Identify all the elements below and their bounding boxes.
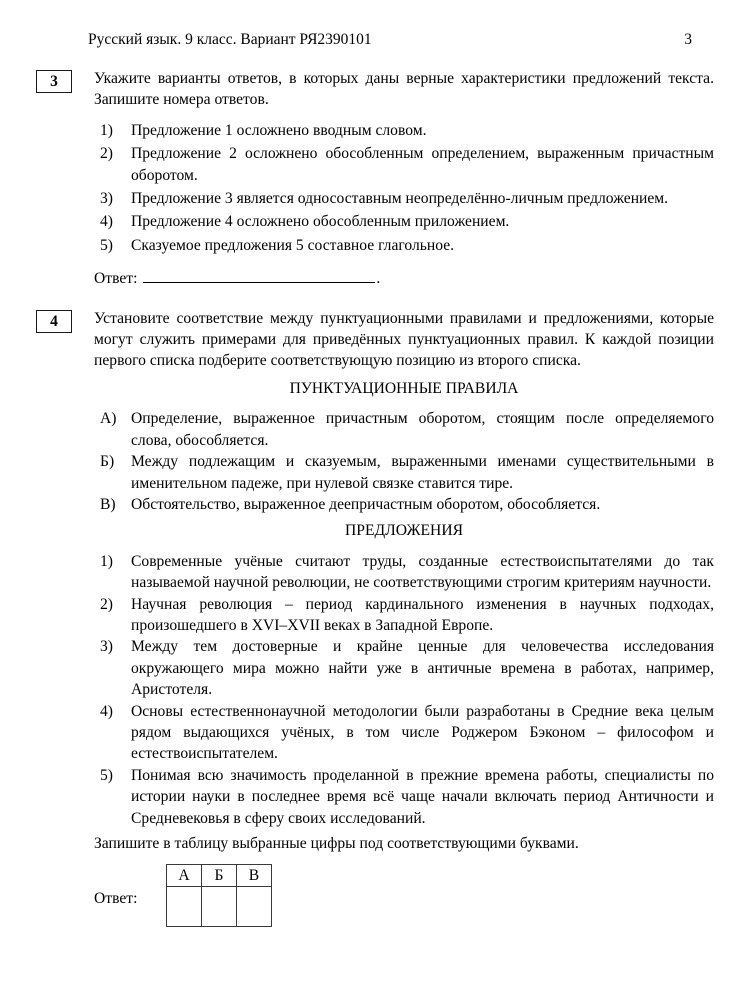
- list-item[interactable]: [100, 408, 714, 451]
- list-marker: 5): [100, 766, 113, 784]
- list-item[interactable]: [100, 235, 714, 256]
- list-text: Основы естественнонаучной методологии были разработаны в Средние века целым рядом выдающихся учёных, в том числе Роджером Бэконом – философом и естествоиспытателем.: [131, 702, 714, 763]
- list-marker: Б): [100, 453, 115, 471]
- answer-label: Ответ:: [94, 270, 138, 288]
- list-marker: А): [100, 410, 117, 428]
- list-item[interactable]: [100, 211, 714, 232]
- list-text: Между подлежащим и сказуемым, выраженными именами существительными в именительном падеже, при нулевой связке ставится тире.: [131, 453, 714, 492]
- list-text: Предложение 3 является односоставным неопределённо-личным предложением.: [131, 190, 669, 208]
- task-3: [36, 68, 714, 290]
- list-marker: В): [100, 495, 116, 513]
- table-header-row: [167, 865, 272, 887]
- task-3-answer-line: [94, 268, 714, 289]
- list-item[interactable]: [100, 188, 714, 209]
- list-text: Предложение 4 осложнено обособленным приложением.: [131, 213, 510, 231]
- list-marker: 3): [100, 190, 113, 208]
- task-4-body: [94, 308, 714, 928]
- task-4: [36, 308, 714, 928]
- table-header-cell: Б: [202, 865, 237, 887]
- page-header: [88, 30, 692, 49]
- task-3-options: [100, 120, 714, 256]
- task-4-prompt: Установите соответствие между пунктуационными правилами и предложениями, которые могут служить примерами для приведённых пунктуационных правил. К каждой позиции первого списка подберите соответствующую позицию из второго списка.: [94, 309, 714, 370]
- task-4-sentences: [100, 551, 714, 829]
- task-3-body: [94, 68, 714, 290]
- table-header-cell: В: [237, 865, 272, 887]
- list-item[interactable]: [100, 143, 714, 186]
- answer-label: Ответ:: [94, 890, 138, 908]
- task-4-instruction: Запишите в таблицу выбранные цифры под соответствующими буквами.: [94, 835, 579, 852]
- list-text: Определение, выраженное причастным оборотом, стоящим после определяемого слова, обособляется.: [131, 410, 714, 449]
- list-text: Между тем достоверные и крайне ценные для человечества исследования окружающего мира можно найти уже в античные времена в работах, например, Аристотеля.: [131, 638, 714, 699]
- list-text: Предложение 1 осложнено вводным словом.: [131, 121, 427, 139]
- table-header-cell: А: [167, 865, 202, 887]
- list-text: Обстоятельство, выраженное деепричастным оборотом, обособляется.: [131, 495, 601, 513]
- list-item[interactable]: [100, 636, 714, 700]
- list-item[interactable]: [100, 701, 714, 765]
- list-item[interactable]: [100, 494, 714, 515]
- list-item[interactable]: [100, 765, 714, 829]
- task-4-rules: [100, 408, 714, 515]
- rules-caption: ПУНКТУАЦИОННЫЕ ПРАВИЛА: [289, 379, 519, 397]
- list-text: Сказуемое предложения 5 составное глагольное.: [131, 236, 455, 254]
- list-marker: 4): [100, 702, 113, 720]
- answer-table: [166, 864, 272, 927]
- list-item[interactable]: [100, 120, 714, 141]
- answer-input[interactable]: [143, 270, 375, 283]
- task-3-number: 3: [36, 70, 72, 93]
- task-4-answer-block: [94, 864, 714, 927]
- answer-terminator: .: [376, 270, 381, 288]
- answer-cell[interactable]: [237, 887, 272, 927]
- task-3-prompt: Укажите варианты ответов, в которых даны верные характеристики предложений текста. Запишите номера ответов.: [94, 70, 714, 109]
- list-text: Предложение 2 осложнено обособленным определением, выраженным причастным оборотом.: [131, 145, 714, 184]
- header-title: Русский язык. 9 класс. Вариант РЯ2390101: [88, 31, 372, 48]
- list-text: Понимая всю значимость проделанной в прежние времена работы, специалисты по истории науки в последнее время всё чаще начали включать период Античности и Средневековья в сферу своих исследований.: [131, 766, 714, 827]
- page-number: 3: [684, 31, 692, 48]
- list-item[interactable]: [100, 551, 714, 594]
- task-4-number: 4: [36, 310, 72, 333]
- list-marker: 2): [100, 145, 113, 163]
- list-text: Научная революция – период кардинального изменения в научных подходах, произошедшего в XVI–XVII веках в Западной Европе.: [131, 595, 714, 634]
- list-marker: 5): [100, 236, 113, 254]
- table-row: [167, 887, 272, 927]
- list-marker: 3): [100, 638, 113, 656]
- answer-cell[interactable]: [202, 887, 237, 927]
- sentences-caption: ПРЕДЛОЖЕНИЯ: [345, 522, 463, 540]
- list-item[interactable]: [100, 594, 714, 637]
- page-content: [36, 68, 714, 927]
- answer-cell[interactable]: [167, 887, 202, 927]
- list-marker: 1): [100, 552, 113, 570]
- list-marker: 4): [100, 213, 113, 231]
- list-marker: 2): [100, 595, 113, 613]
- list-item[interactable]: [100, 451, 714, 494]
- list-marker: 1): [100, 121, 113, 139]
- list-text: Современные учёные считают труды, созданные естествоиспытателями до так называемой научной революции, не соответствующими строгим критериям научности.: [131, 552, 714, 592]
